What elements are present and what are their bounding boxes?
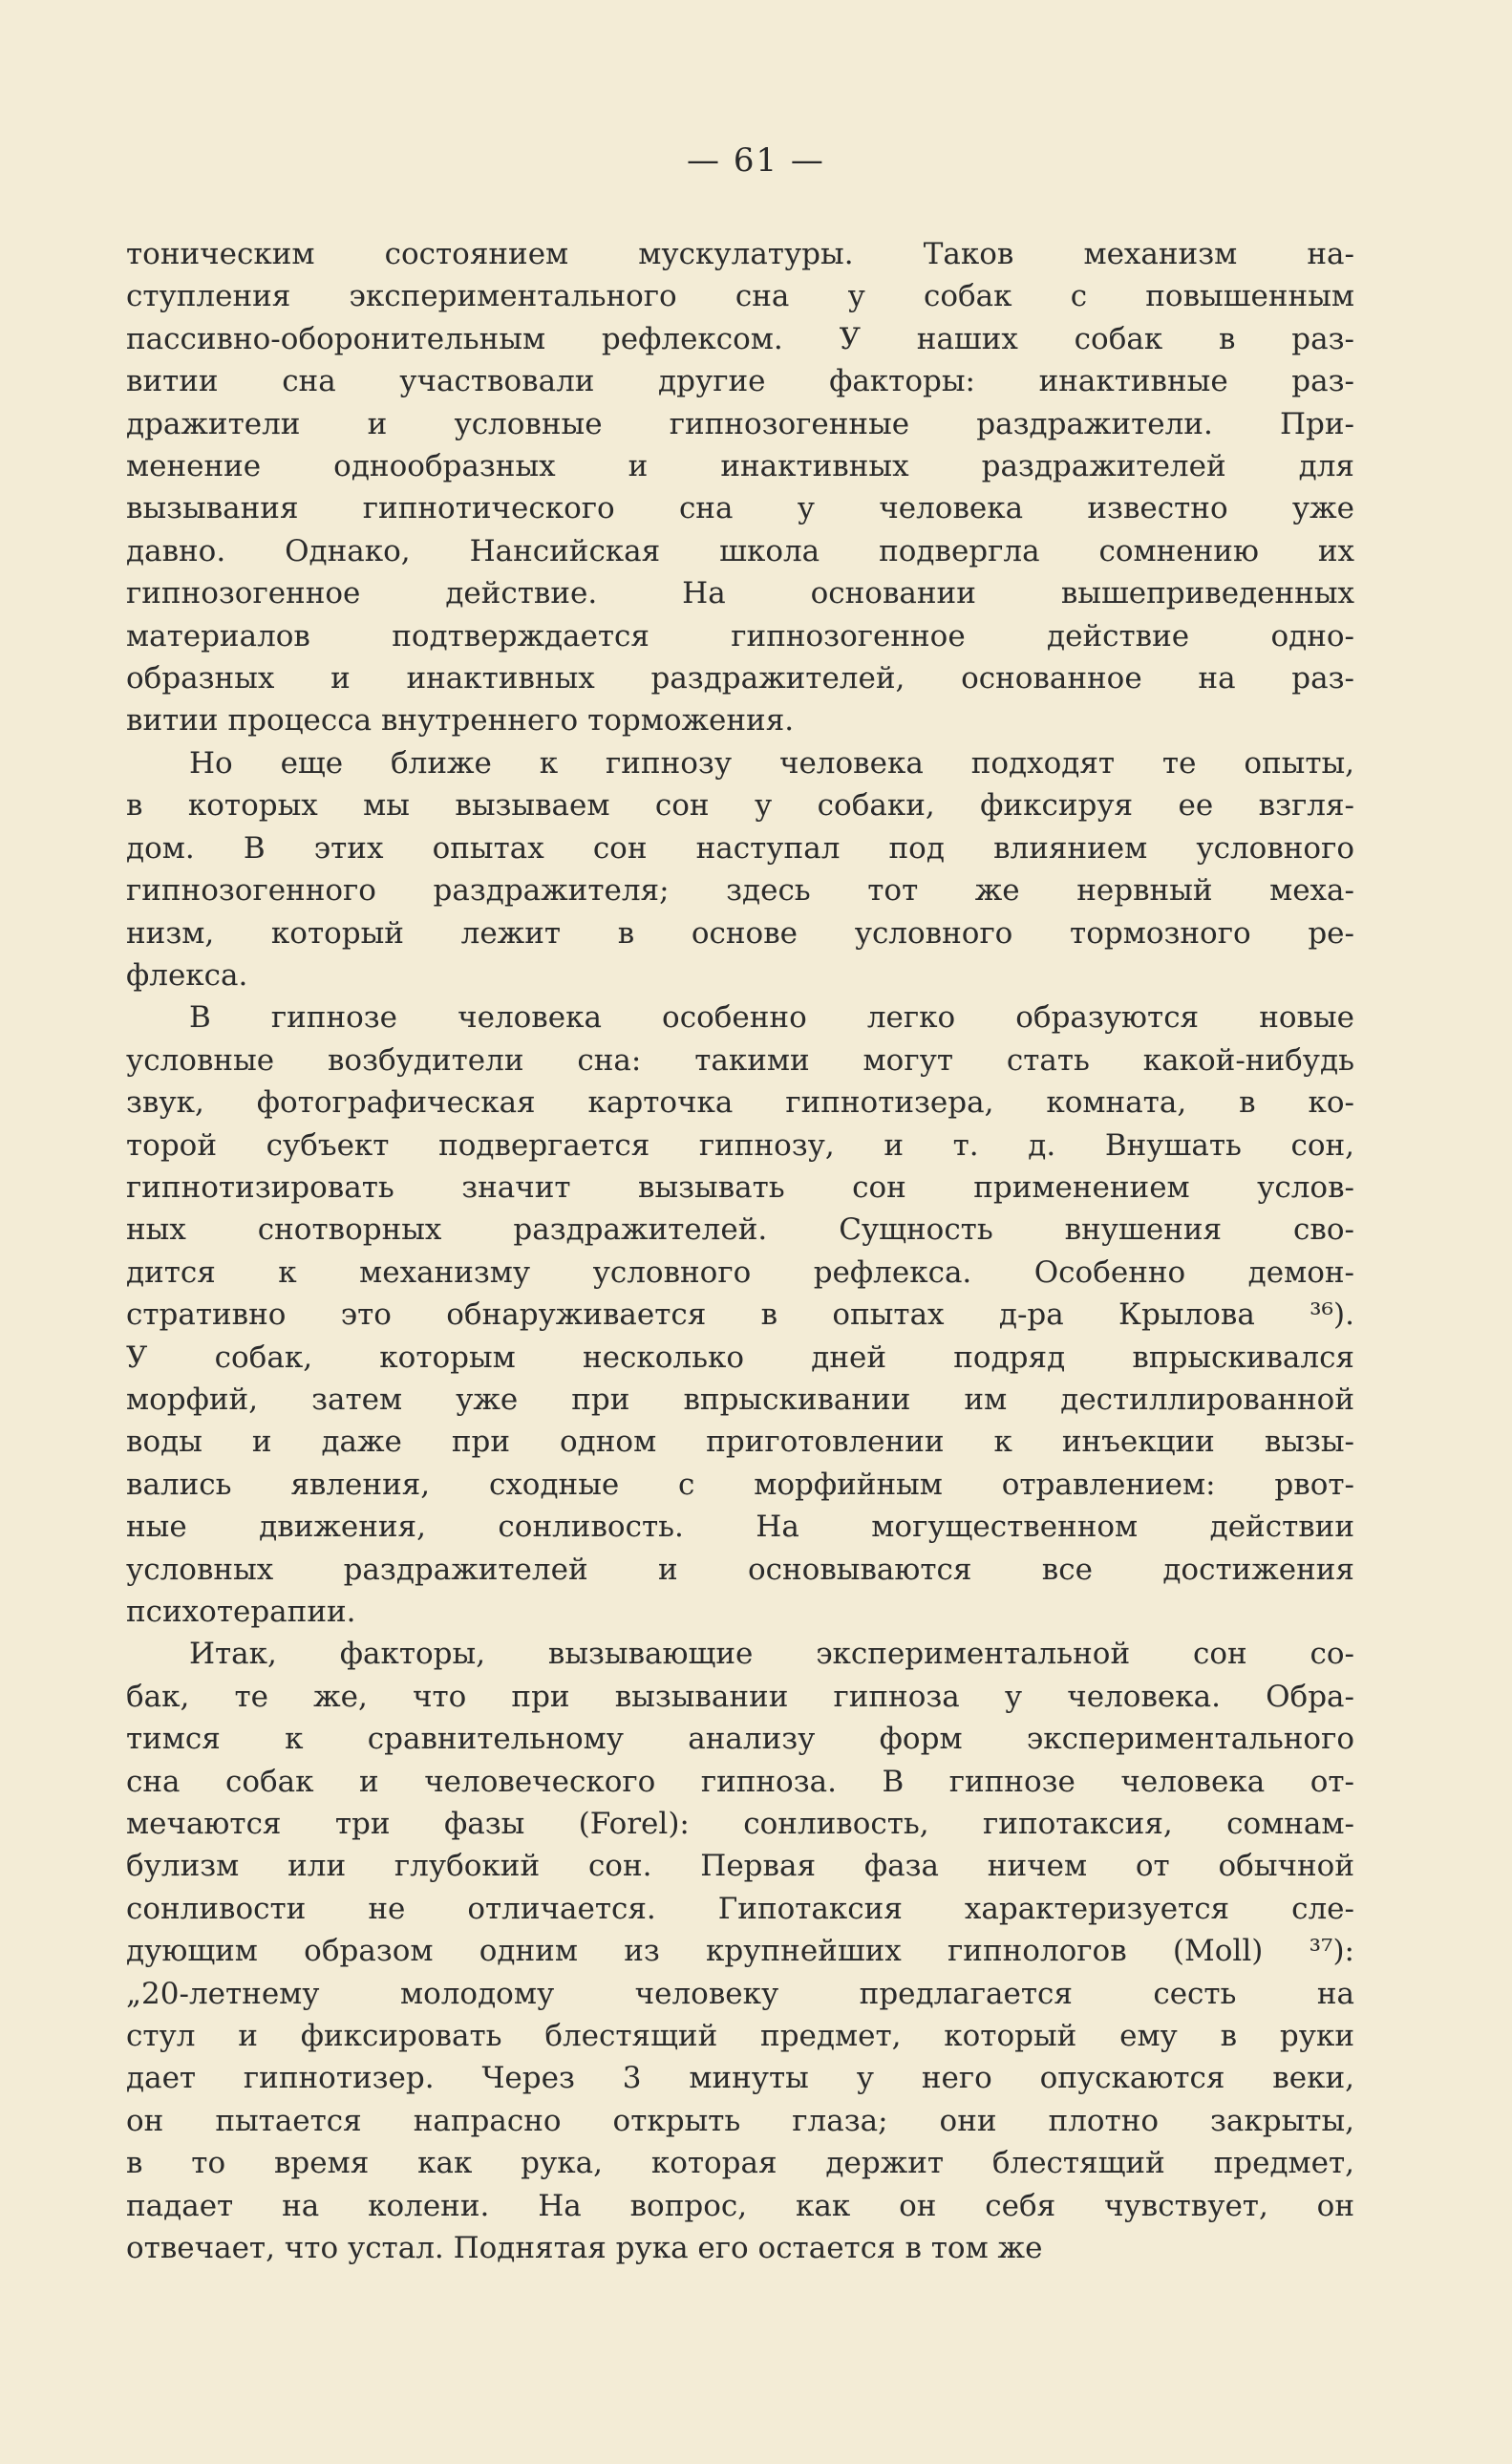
text-line: отвечает, что устал. Поднятая рука его остается в том же: [126, 2231, 1043, 2266]
text-line: воды и даже при одном приготовлении к инъекции вызы-: [126, 1425, 1354, 1460]
text-line: тимся к сравнительному анализу форм экспериментального: [126, 1722, 1354, 1757]
body-text: [126, 233, 1354, 2270]
text-line: гипнозогенного раздражителя; здесь тот же нервный меха-: [126, 873, 1354, 909]
text-line: в которых мы вызываем сон у собаки, фиксируя ее взгля-: [126, 788, 1354, 824]
text-line: флекса.: [126, 957, 248, 993]
text-line: дится к механизму условного рефлекса. Особенно демон-: [126, 1254, 1354, 1290]
text-line: ступления экспериментального сна у собак с повышенным: [126, 279, 1354, 314]
text-line: дает гипнотизер. Через 3 минуты у него опускаются веки,: [126, 2061, 1354, 2096]
text-line: Итак, факторы, вызывающие экспериментальной сон со-: [189, 1637, 1354, 1672]
paragraph: [126, 1633, 1354, 2269]
paragraph: [126, 742, 1354, 996]
text-line: ные движения, сонливость. На могущественном действии: [126, 1510, 1354, 1545]
text-line: сонливости не отличается. Гипотаксия характеризуется сле-: [126, 1891, 1354, 1926]
text-line: „20-летнему молодому человеку предлагается сесть на: [126, 1976, 1354, 2011]
text-line: материалов подтверждается гипнозогенное действие одно-: [126, 618, 1354, 653]
text-line: булизм или глубокий сон. Первая фаза ничем от обычной: [126, 1849, 1354, 1884]
text-line: в то время как рука, которая держит блестящий предмет,: [126, 2146, 1354, 2181]
text-line: тоническим состоянием мускулатуры. Таков механизм на-: [126, 237, 1354, 271]
text-line: менение однообразных и инактивных раздражителей для: [126, 449, 1354, 484]
text-line: пассивно-оборонительным рефлексом. У наших собак в раз-: [126, 321, 1354, 356]
paragraph: [126, 996, 1354, 1633]
text-line: дующим образом одним из крупнейших гипнологов (Moll) ³⁷):: [126, 1934, 1354, 1969]
text-line: мечаются три фазы (Forel): сонливость, гипотаксия, сомнам-: [126, 1807, 1354, 1842]
page-number-header: — 61 —: [687, 141, 825, 180]
text-line: гипнозогенное действие. На основании вышеприведенных: [126, 576, 1354, 611]
text-line: витии сна участвовали другие факторы: инактивные раз-: [126, 364, 1354, 399]
text-line: В гипнозе человека особенно легко образуются новые: [189, 1000, 1354, 1036]
text-line: морфий, затем уже при впрыскивании им дестиллированной: [126, 1382, 1354, 1417]
text-line: психотерапии.: [126, 1595, 356, 1629]
text-line: вались явления, сходные с морфийным отравлением: рвот-: [126, 1467, 1354, 1502]
text-line: вызывания гипнотического сна у человека известно уже: [126, 491, 1354, 526]
text-line: сна собак и человеческого гипноза. В гипнозе человека от-: [126, 1764, 1354, 1799]
text-line: Но еще ближе к гипнозу человека подходят те опыты,: [189, 745, 1354, 781]
text-line: падает на колени. На вопрос, как он себя чувствует, он: [126, 2188, 1354, 2223]
text-line: торой субъект подвергается гипнозу, и т. д. Внушать сон,: [126, 1127, 1354, 1163]
text-line: дражители и условные гипнозогенные раздражители. При-: [126, 406, 1354, 441]
text-line: дом. В этих опытах сон наступал под влиянием условного: [126, 830, 1354, 866]
text-line: У собак, которым несколько дней подряд впрыскивался: [126, 1339, 1354, 1375]
paragraph: [126, 233, 1354, 742]
text-line: ных снотворных раздражителей. Сущность внушения сво-: [126, 1212, 1354, 1248]
text-line: витии процесса внутреннего торможения.: [126, 703, 795, 739]
text-line: звук, фотографическая карточка гипнотизера, комната, в ко-: [126, 1085, 1354, 1121]
text-line: стративно это обнаруживается в опытах д-ра Крылова ³⁶).: [126, 1297, 1354, 1333]
text-line: гипнотизировать значит вызывать сон применением услов-: [126, 1169, 1354, 1205]
text-line: давно. Однако, Нансийская школа подвергла сомнению их: [126, 533, 1354, 568]
text-line: бак, те же, что при вызывании гипноза у человека. Обра-: [126, 1679, 1354, 1714]
text-line: образных и инактивных раздражителей, основанное на раз-: [126, 661, 1354, 696]
text-line: он пытается напрасно открыть глаза; они плотно закрыты,: [126, 2103, 1354, 2138]
text-line: условных раздражителей и основываются все достижения: [126, 1552, 1354, 1587]
text-line: низм, который лежит в основе условного тормозного ре-: [126, 915, 1354, 951]
text-line: стул и фиксировать блестящий предмет, который ему в руки: [126, 2019, 1354, 2054]
text-line: условные возбудители сна: такими могут стать какой-нибудь: [126, 1042, 1354, 1078]
